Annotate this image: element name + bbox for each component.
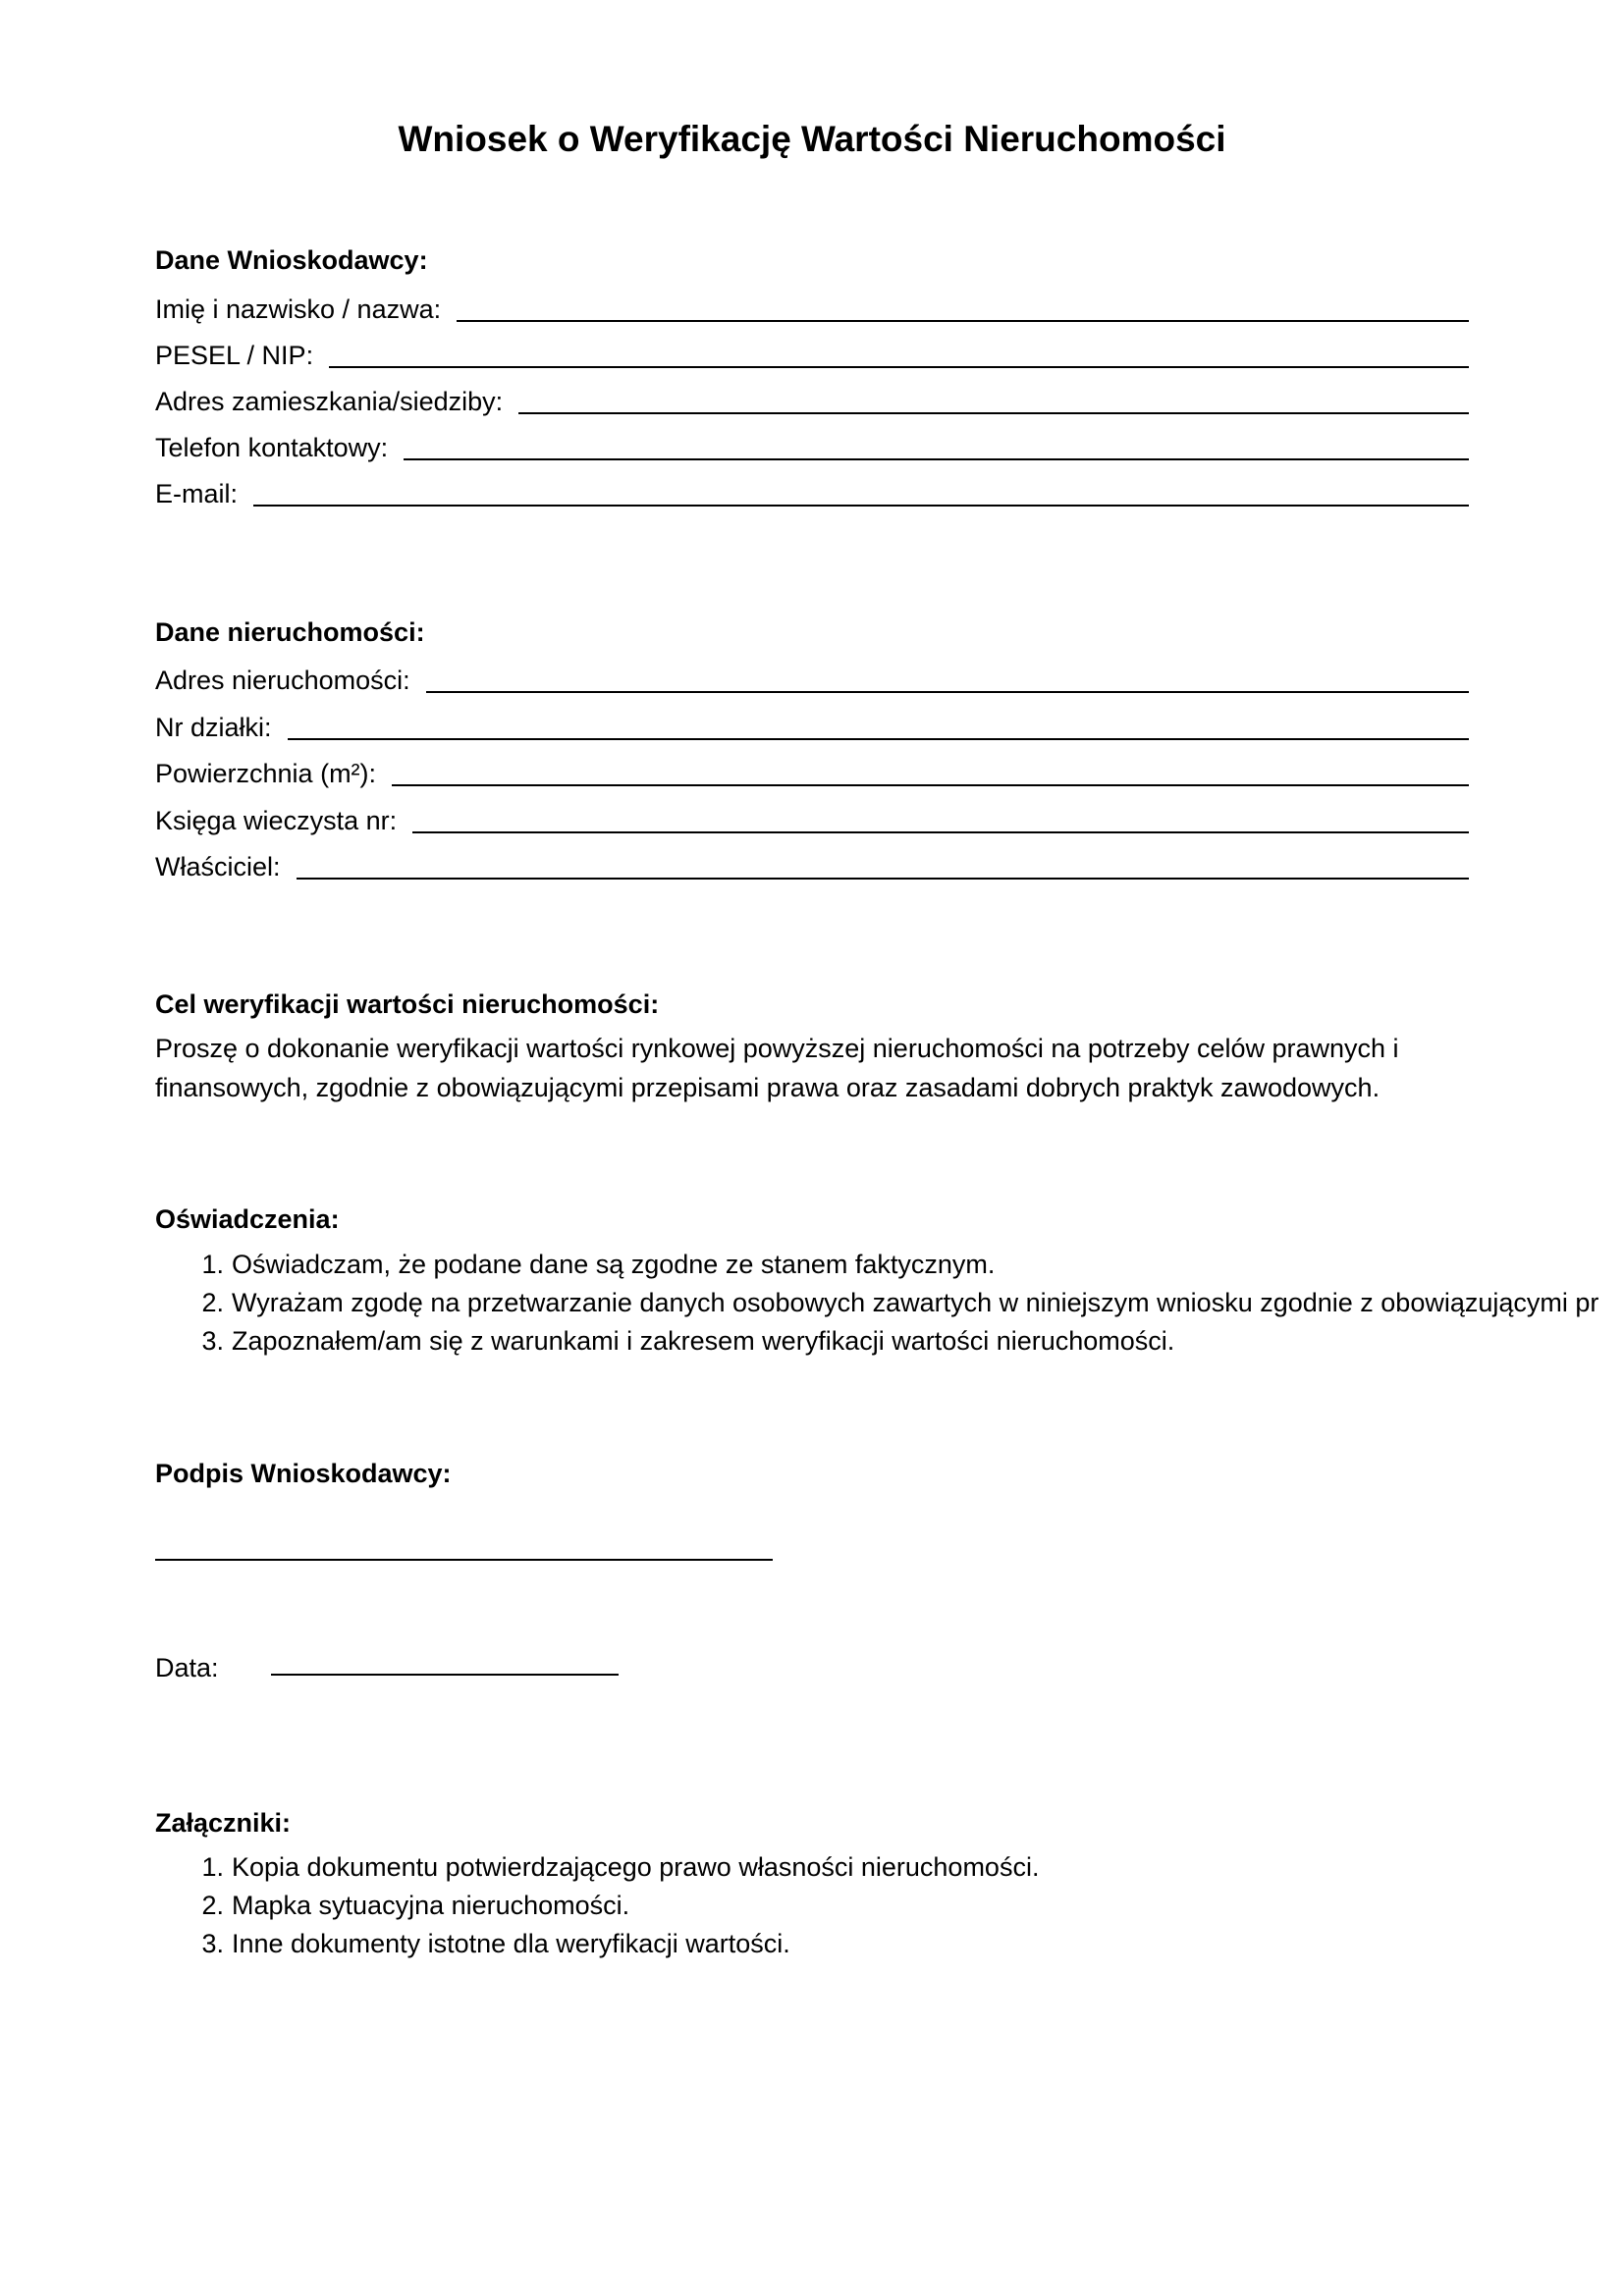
- attachments-list: [155, 1848, 1039, 1963]
- list-number: 2.: [201, 1288, 224, 1317]
- fill-line[interactable]: [253, 481, 1469, 507]
- list-number: 1.: [201, 1852, 224, 1882]
- property-owner-field[interactable]: [155, 848, 1469, 883]
- list-text: Kopia dokumentu potwierdzającego prawo własności nieruchomości.: [232, 1852, 1040, 1882]
- list-item: [155, 1246, 1598, 1284]
- date-line[interactable]: [271, 1674, 619, 1676]
- fill-line[interactable]: [457, 296, 1469, 322]
- applicant-email-field[interactable]: [155, 475, 1469, 510]
- field-label: PESEL / NIP:: [155, 341, 314, 370]
- list-item: [155, 1848, 1039, 1887]
- list-text: Wyrażam zgodę na przetwarzanie danych osobowych zawartych w niniejszym wniosku zgodnie z obowiązującymi pr: [232, 1288, 1599, 1317]
- field-label: Imię i nazwisko / nazwa:: [155, 294, 442, 324]
- field-label: Adres nieruchomości:: [155, 666, 410, 695]
- purpose-text: Proszę o dokonanie weryfikacji wartości rynkowej powyższej nieruchomości na potrzeby celów prawnych i finansowych, zgodnie z obowiązującymi przepisami prawa oraz zasadami dobrych praktyk zawodowych.: [155, 1034, 1399, 1102]
- fill-line[interactable]: [404, 435, 1469, 460]
- list-item: [155, 1284, 1598, 1322]
- property-heading: Dane nieruchomości:: [155, 617, 425, 647]
- signature-heading: Podpis Wnioskodawcy:: [155, 1459, 452, 1488]
- property-area-field[interactable]: [155, 755, 1469, 790]
- list-item: [155, 1322, 1598, 1361]
- list-item: [155, 1925, 1039, 1963]
- fill-line[interactable]: [297, 854, 1469, 880]
- statements-list: [155, 1246, 1598, 1361]
- list-text: Oświadczam, że podane dane są zgodne ze stanem faktycznym.: [232, 1250, 996, 1279]
- statements-heading: Oświadczenia:: [155, 1204, 340, 1234]
- fill-line[interactable]: [392, 761, 1469, 786]
- list-text: Mapka sytuacyjna nieruchomości.: [232, 1891, 630, 1920]
- field-label: Księga wieczysta nr:: [155, 806, 398, 835]
- field-label: Nr działki:: [155, 713, 272, 742]
- field-label: E-mail:: [155, 479, 239, 508]
- property-plot-field[interactable]: [155, 709, 1469, 744]
- signature-line[interactable]: [155, 1559, 773, 1561]
- purpose-heading: Cel weryfikacji wartości nieruchomości:: [155, 989, 660, 1019]
- fill-line[interactable]: [329, 343, 1469, 368]
- applicant-pesel-field[interactable]: [155, 337, 1469, 372]
- fill-line[interactable]: [288, 715, 1469, 740]
- fill-line[interactable]: [518, 389, 1469, 414]
- field-label: Telefon kontaktowy:: [155, 433, 389, 462]
- fill-line[interactable]: [412, 808, 1469, 833]
- applicant-name-field[interactable]: [155, 291, 1469, 326]
- applicant-phone-field[interactable]: [155, 429, 1469, 464]
- list-text: Inne dokumenty istotne dla weryfikacji wartości.: [232, 1929, 790, 1958]
- applicant-address-field[interactable]: [155, 383, 1469, 418]
- field-label: Adres zamieszkania/siedziby:: [155, 387, 504, 416]
- list-item: [155, 1887, 1039, 1925]
- list-number: 2.: [201, 1891, 224, 1920]
- fill-line[interactable]: [426, 667, 1469, 693]
- document-title: Wniosek o Weryfikację Wartości Nieruchomości: [398, 119, 1226, 159]
- applicant-heading: Dane Wnioskodawcy:: [155, 245, 428, 275]
- list-number: 3.: [201, 1929, 224, 1958]
- property-address-field[interactable]: [155, 662, 1469, 697]
- attachments-heading: Załączniki:: [155, 1808, 292, 1838]
- field-label: Powierzchnia (m²):: [155, 759, 377, 788]
- list-text: Zapoznałem/am się z warunkami i zakresem weryfikacji wartości nieruchomości.: [232, 1326, 1175, 1356]
- date-label: Data:: [155, 1653, 219, 1682]
- property-land-register-field[interactable]: [155, 802, 1469, 837]
- field-label: Właściciel:: [155, 852, 281, 881]
- list-number: 3.: [201, 1326, 224, 1356]
- list-number: 1.: [201, 1250, 224, 1279]
